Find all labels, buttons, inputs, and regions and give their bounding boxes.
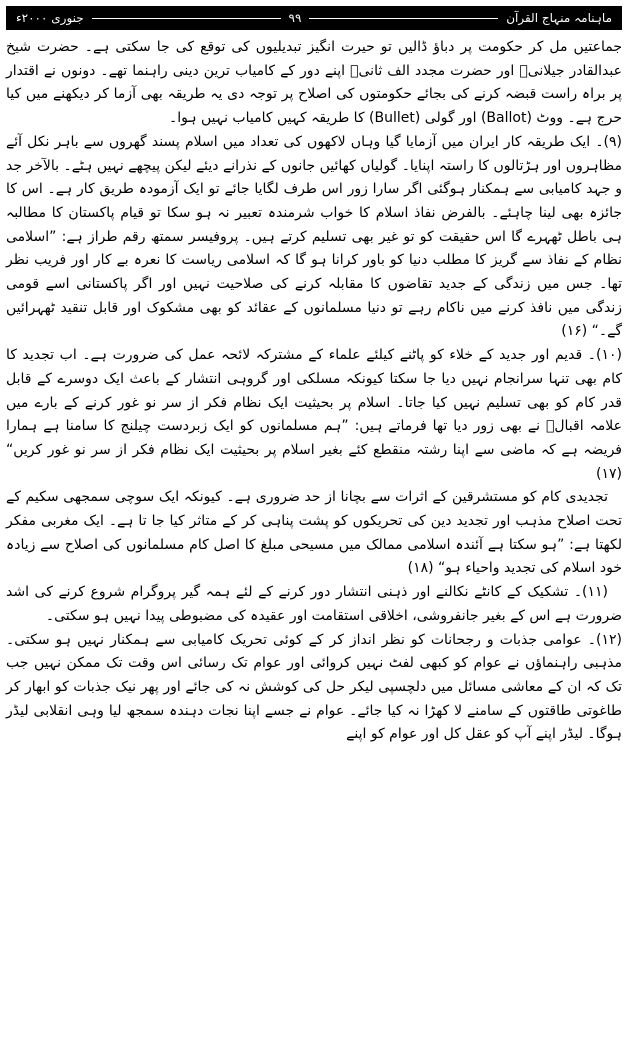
paragraph: (۱۲)۔ عوامی جذبات و رجحانات کو نظر انداز کر کے کوئی تحریک کامیابی سے ہمکنار نہیں ہو سکتی۔ مذہبی راہنماؤں نے عوام کو کبھی لفٹ نہیں کروائی اور عوام تک رسائی اس وقت تک ممکن نہیں جب تک کہ ان کے معاشی مسائل میں دلچسپی لیکر حل کی کوشش نہ کی جائے اور پھر نیک جذبات کو ابھار کر طاغوتی طاقتوں کے سامنے لا کھڑا نہ کیا جائے۔ عوام نے جسے اپنا نجات دہندہ سمجھ لیا وہی انقلابی لیڈر ہوگا۔ لیڈر اپنے آپ کو عقل کل اور عوام کو اپنے [6, 631, 622, 743]
paragraph: (۱۰)۔ قدیم اور جدید کے خلاء کو پاٹنے کیلئے علماء کے مشترکہ لائحہ عمل کی ضرورت ہے۔ اب تجدید کا کام بھی تنہا سرانجام نہیں دیا جا سکتا کیونکہ مسلکی اور گروہی انتشار کے باعث ایک دوسرے کے قابل قدر کام کو بھی تسلیم نہیں کیا جاتا۔ اسلام پر بحیثیت ایک نظام فکر از سر نو غور کرنے کے بارے میں علامہ اقبالؒ نے بھی زور دیا تھا فرماتے ہیں: ”ہم مسلمانوں کو ایک زبردست چیلنج کا سامنا ہے ہمارا فریضہ ہے کہ ماضی سے اپنا رشتہ منقطع کئے بغیر اسلام پر بحیثیت ایک نظام فکر از سر نو غور کریں“ (۱۷) [6, 347, 622, 482]
issue-date: جنوری ۲۰۰۰ء [16, 11, 84, 25]
paragraph: جماعتیں مل کر حکومت پر دباؤ ڈالیں تو حیرت انگیز تبدیلیوں کی توقع کی جا سکتی ہے۔ حضرت شیخ عبدالقادر جیلانیؒ اور حضرت مجدد الف ثانیؒ اپنے دور کے کامیاب ترین دینی راہنما تھے۔ دونوں نے اقتدار پر براہ راست قبضہ کرنے کی بجائے حکومتوں کی اصلاح پر توجہ دی یہ طریقہ بھی آزما کر دیکھنے میں کیا حرج ہے۔ ووٹ (Ballot) اور گولی (Bullet) کا طریقہ کہیں کامیاب نہیں ہوا۔ [6, 39, 622, 127]
header-rule [309, 18, 498, 19]
page-number: ۹۹ [288, 11, 302, 25]
paragraph: (۱۱)۔ تشکیک کے کانٹے نکالنے اور ذہنی انتشار دور کرنے کے لئے ہمہ گیر پروگرام شروع کرنے کی اشد ضرورت ہے اس کے بغیر جانفروشی، اخلاقی استقامت اور عقیدہ کی مضبوطی پیدا نہیں ہو سکتی۔ [6, 584, 622, 624]
journal-title: ماہنامہ منہاج القرآن [506, 11, 612, 25]
paragraph: تجدیدی کام کو مستشرقین کے اثرات سے بچانا از حد ضروری ہے۔ کیونکہ ایک سوچی سمجھی سکیم کے تحت اصلاح مذہب اور تجدید دین کی تحریکوں کو پشت پناہی کر کے متاثر کیا جا تا ہے۔ ایک مغربی مفکر لکھتا ہے: ”ہو سکتا ہے آئندہ اسلامی ممالک میں مسیحی مبلغ کا اصل کام مسلمانوں کی اصلاح سے زیادہ خود اسلام کی تجدید واحیاء ہو“ (۱۸) [6, 489, 622, 577]
page-header [6, 6, 622, 30]
header-rule [92, 18, 281, 19]
paragraph: (۹)۔ ایک طریقہ کار ایران میں آزمایا گیا وہاں لاکھوں کی تعداد میں اسلام پسند گھروں سے باہر نکل آئے مظاہروں اور ہڑتالوں کا راستہ اپنایا۔ گولیاں کھائیں جانوں کے نذرانے دیئے لیکن پیچھے نہیں ہٹے۔ بالآخر جد و جہد کامیابی سے ہمکنار ہوگئی اگر سارا زور اس طرف لگایا جائے تو ایک آزمودہ طریق کار ہے۔ اس کا جائزہ بھی لینا چاہئے۔ بالفرض نفاذ اسلام کا خواب شرمندہ تعبیر نہ ہو سکا تو قیام پاکستان کا مطالبہ ہی باطل ٹھہرے گا اس حقیقت کو تو غیر بھی تسلیم کرتے ہیں۔ پروفیسر سمتھ رقم طراز ہے: ”اسلامی نظام کے نفاذ سے گریز کا مطلب دنیا کو باور کرانا ہو گا کہ اسلامی ریاست کا نعرہ بے کار اور فریب نظر تھا۔ جس میں زندگی کے جدید تقاضوں کا مقابلہ کرنے کی صلاحیت نہیں اور اگر پاکستانی اسے قومی زندگی میں نافذ کرنے میں ناکام رہے تو دنیا مسلمانوں کے عقائد کو بھی مشکوک اور قابل تنقید ٹھہرائیں گے۔“ (۱۶) [6, 133, 622, 340]
article-body [6, 36, 622, 747]
